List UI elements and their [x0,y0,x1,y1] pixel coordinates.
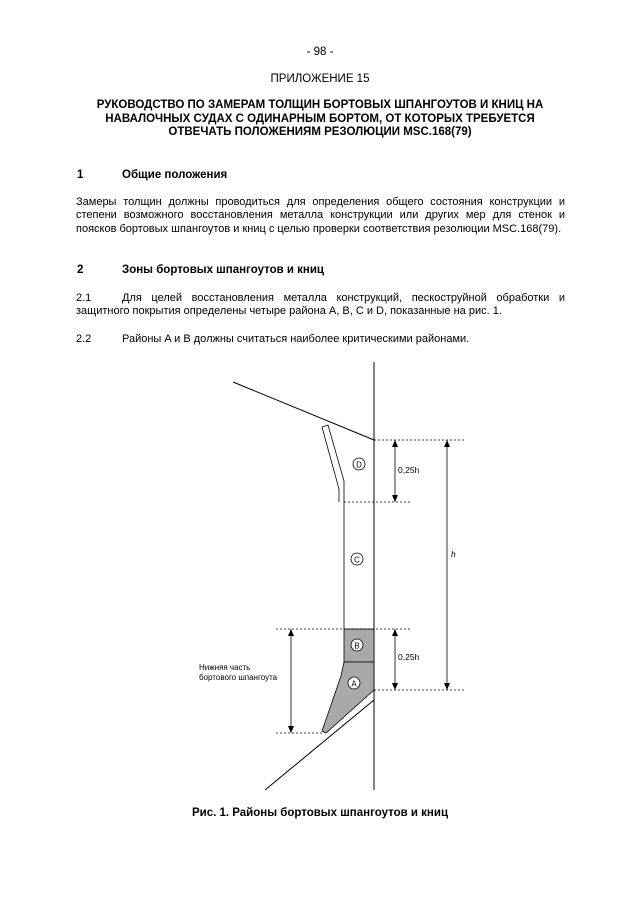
item-2-1-number: 2.1 [76,292,92,304]
title-line-1: РУКОВОДСТВО ПО ЗАМЕРАМ ТОЛЩИН БОРТОВЫХ ШПАНГОУТОВ И КНИЦ НА [96,99,544,111]
upper-dimension-text: 0,25h [398,465,420,475]
item-2-1-text: Для целей восстановления металла конструкций, пескоструйной обработки и защитного покрытия определены четыре района A, B, C и D, показанные на рис. 1. [76,292,565,318]
page-number: - 98 - [306,46,334,58]
title-line-3: ОТВЕЧАТЬ ПОЛОЖЕНИЯМ РЕЗОЛЮЦИИ MSC.168(79) [168,126,472,138]
appendix-heading: ПРИЛОЖЕНИЕ 15 [270,73,370,85]
lower-part-arrow-bottom [288,726,294,733]
lower-dimension-arrow-bottom [392,683,398,690]
section-2-number: 2 [77,264,84,276]
zone-d-label: D [356,460,362,470]
upper-deck-line [233,382,374,440]
total-dimension-arrow-bottom [444,683,450,690]
lower-part-label-2: бортового шпангоута [199,673,278,682]
lower-part-arrow-top [288,629,294,636]
total-dimension-arrow-top [444,440,450,447]
zone-b-label: B [354,641,360,651]
zone-a-label: A [351,679,357,689]
figure-caption: Рис. 1. Районы бортовых шпангоутов и книц [191,807,449,819]
upper-dimension-arrow-top [392,440,398,447]
section-1-paragraph: Замеры толщин должны проводиться для определения общего состояния конструкции и степени возможного восстановления металла конструкции или других мер для стенок и поясков бортовых шпангоутов и книц с целью проверки соответствия резолюции MSC.168(79). [76,196,565,235]
item-2-2-text: Районы A и B должны считаться наиболее критическими районами. [122,333,470,345]
lower-part-label-1: Нижняя часть [199,663,251,672]
lower-dimension-arrow-top [392,629,398,636]
item-2-2-number: 2.2 [76,333,92,345]
section-1-title: Общие положения [122,169,228,181]
section-1-number: 1 [77,169,84,181]
zone-c-label: C [354,555,360,565]
section-2-title: Зоны бортовых шпангоутов и книц [122,264,324,276]
upper-dimension-arrow-bottom [392,495,398,502]
total-dimension-text: h [451,549,456,559]
upper-bracket-outline [322,425,344,502]
zone-a-area [322,662,374,733]
hopper-slope-line [265,700,374,790]
lower-dimension-text: 0,25h [398,652,420,662]
upper-bracket-inner [322,427,339,502]
title-line-2: НАВАЛОЧНЫХ СУДАХ С ОДИНАРНЫМ БОРТОМ, ОТ КОТОРЫХ ТРЕБУЕТСЯ [105,112,535,125]
